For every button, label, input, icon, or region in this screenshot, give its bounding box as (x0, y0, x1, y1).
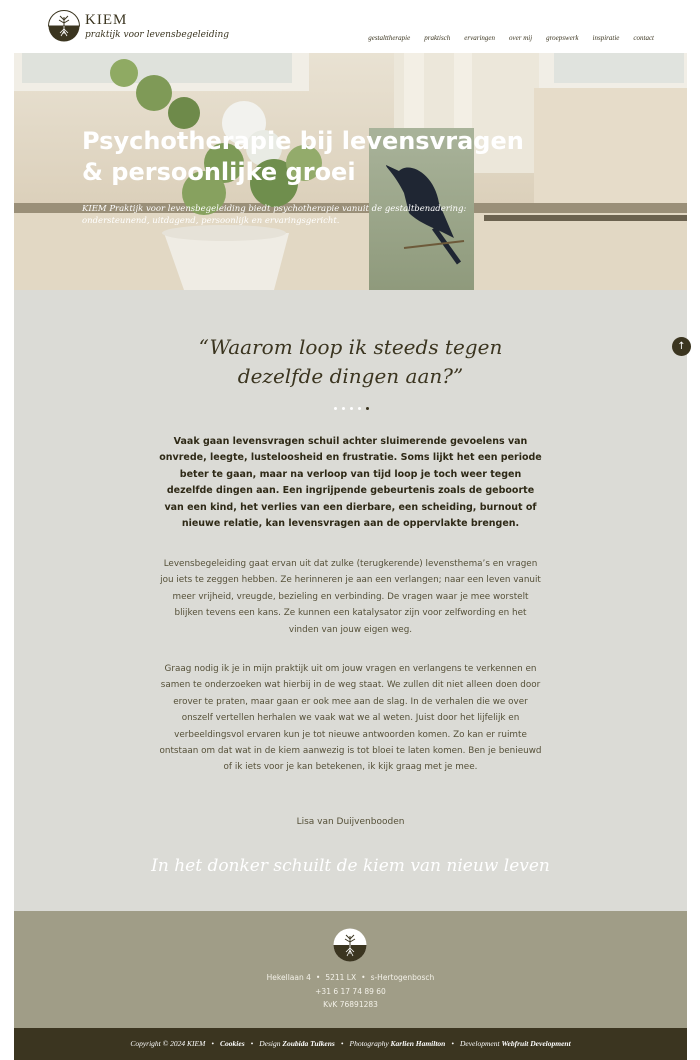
footer-street: Hekellaan 4 (266, 973, 311, 982)
site-header (0, 0, 700, 52)
dev-credit-link[interactable]: Webfruit Development (501, 1039, 571, 1048)
scroll-top-button[interactable] (672, 337, 691, 356)
nav-gestalttherapie[interactable]: gestalttherapie (368, 34, 411, 42)
closing-tagline: In het donker schuilt de kiem van nieuw leven (151, 856, 550, 876)
main-content (14, 290, 687, 911)
slider-dot-4[interactable] (358, 407, 361, 410)
nav-inspiratie[interactable]: inspiratie (592, 34, 620, 42)
nav-contact[interactable]: contact (633, 34, 654, 42)
hero-intro: KIEM Praktijk voor levensbegeleiding biedt psychotherapie vanuit de gestaltbenadering: ondersteunend, uitdagend, persoonlijk en ervaringsgericht. (82, 204, 467, 226)
signature: Lisa van Duijvenbooden (296, 817, 405, 827)
design-label: Design (259, 1039, 281, 1048)
hero-title: Psychotherapie bij levensvragen & persoonlijke groei (82, 127, 524, 186)
lead-paragraph: Vaak gaan levensvragen schuil achter sluimerende gevoelens van onvrede, leegte, lusteloosheid en frustratie. Soms lijkt het een periode beter te gaan, maar na verloop van tijd loop je toch weer tegen dezelfde dingen aan. Een ingrijpende gebeurtenis zoals de geboorte van een kind, het verlies van een dierbare, een scheiding, burnout of nieuwe relatie, kan levensvragen aan de oppervlakte brengen. (159, 436, 542, 530)
brand-name: KIEM (85, 12, 128, 28)
footer-address: Hekellaan 4 • 5211 LX • s-Hertogenbosch (266, 973, 435, 982)
brand-tagline: praktijk voor levensbegeleiding (85, 30, 230, 40)
quote-line-1: “Waarom loop ik steeds tegen (198, 335, 503, 359)
copyright-text: Copyright © 2024 KIEM (130, 1039, 206, 1048)
nav-praktisch[interactable]: praktisch (424, 34, 451, 42)
body-paragraph-1: Levensbegeleiding gaat ervan uit dat zulke (terugkerende) levensthema’s en vragen jou iets te zeggen hebben. Ze herinneren je aan een verlangen; naar een leven vanuit meer vrijheid, vreugde, bezieling en verbinding. De vragen waar je mee worstelt blijken tevens een kans. Ze kunnen een katalysator zijn voor zelfwording en het vinden van jouw eigen weg. (160, 559, 541, 635)
slider-dot-5[interactable] (366, 407, 369, 410)
copyright-bar: Copyright © 2024 KIEM • Cookies • Design Zoubida Tulkens • Photography Karlien Hamilton • Development Webfruit Development (14, 1028, 687, 1060)
design-credit-link[interactable]: Zoubida Tulkens (282, 1039, 335, 1048)
quote-line-2: dezelfde dingen aan?” (237, 364, 464, 388)
nav-groepswerk[interactable]: groepswerk (546, 34, 579, 42)
photo-credit-link[interactable]: Karlien Hamilton (390, 1039, 446, 1048)
footer-kvk: KvK 76891283 (323, 1000, 378, 1009)
body-paragraph-2: Graag nodig ik je in mijn praktijk uit om jouw vragen en verlangens te verkennen en samen te onderzoeken wat hierbij in de weg staat. We zullen dit niet alleen doen door erover te praten, maar gaan er ook mee aan de slag. In de verhalen die we over onszelf vertellen herhalen we vaak wat we al weten. Juist door het lijfelijk en verbeeldingsvol ervaren kun je tot nieuwe antwoorden komen. Zo kan er ruimte ontstaan om dat wat in de kiem aanwezig is tot bloei te laten komen. Ben je benieuwd of ik iets voor je kan betekenen, ik kijk graag met je mee. (159, 664, 542, 773)
main-nav (368, 34, 654, 42)
photo-label: Photography (349, 1039, 389, 1048)
slider-dot-1[interactable] (334, 407, 337, 410)
slider-dots (334, 407, 369, 410)
arrow-up-icon: ↑ (677, 341, 686, 352)
footer-postcode: 5211 LX (325, 973, 357, 982)
dev-label: Development (459, 1039, 500, 1048)
site-footer (14, 911, 687, 1028)
nav-ervaringen[interactable]: ervaringen (464, 34, 495, 42)
footer-logo-icon[interactable] (333, 928, 367, 962)
footer-phone[interactable]: +31 6 17 74 89 60 (315, 987, 386, 996)
hero-banner (14, 53, 687, 290)
brand[interactable] (85, 12, 229, 42)
quote-slider-text (14, 333, 687, 391)
footer-city: s-Hertogenbosch (370, 973, 435, 982)
cookies-link[interactable]: Cookies (220, 1039, 245, 1048)
kiem-logo-icon[interactable] (48, 10, 80, 42)
nav-over-mij[interactable]: over mij (509, 34, 533, 42)
slider-dot-3[interactable] (350, 407, 353, 410)
slider-dot-2[interactable] (342, 407, 345, 410)
